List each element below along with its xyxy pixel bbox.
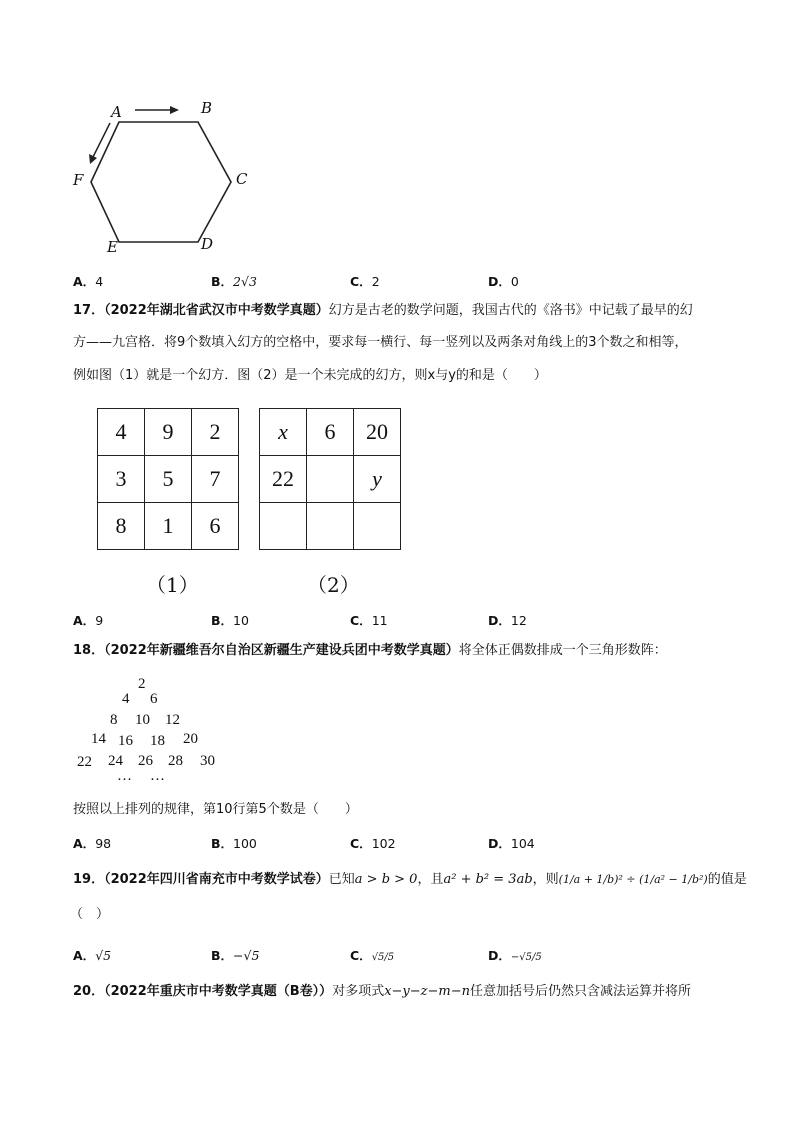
triangle-number: 20 xyxy=(183,731,198,747)
q18-option-b[interactable]: B．100 xyxy=(211,836,257,851)
q17-line1: 17．（2022年湖北省武汉市中考数学真题）幻方是古老的数学问题，我国古代的《洛书》中记载了最早的幻 xyxy=(73,303,693,318)
vertex-label-d: D xyxy=(201,235,214,253)
triangle-number: 30 xyxy=(200,753,215,769)
grid1-cell: 6 xyxy=(192,503,239,550)
grid2-cell: x xyxy=(260,409,307,456)
q16-option-c[interactable]: C．2 xyxy=(350,274,380,289)
triangle-number: 4 xyxy=(122,691,130,707)
q20-line1: 20．（2022年重庆市中考数学真题（B卷））对多项式x−y−z−m−n任意加括号后仍然只含减法运算并将所 xyxy=(73,984,692,999)
vertex-label-e: E xyxy=(107,238,118,256)
arrow-ab-head xyxy=(170,106,179,114)
q16-option-a[interactable]: A．4 xyxy=(73,274,104,289)
q17-option-b[interactable]: B．10 xyxy=(211,613,249,628)
q18-question: 按照以上排列的规律，第10行第5个数是（ ） xyxy=(73,802,358,817)
grid1-cell: 4 xyxy=(98,409,145,456)
grid1-cell: 9 xyxy=(145,409,192,456)
vertex-label-a: A xyxy=(111,103,122,121)
triangle-number: 22 xyxy=(77,754,92,770)
q18-line1: 18．（2022年新疆维吾尔自治区新疆生产建设兵团中考数学真题）将全体正偶数排成一个三角形数阵： xyxy=(73,643,667,658)
vertex-label-b: B xyxy=(201,99,213,117)
magic-square-1 xyxy=(97,408,239,550)
q19-option-b[interactable]: B．−√5 xyxy=(211,948,260,963)
grid2-cell: 20 xyxy=(354,409,401,456)
q18-option-a[interactable]: A．98 xyxy=(73,836,112,851)
triangle-number: 6 xyxy=(150,691,158,707)
q17-option-a[interactable]: A．9 xyxy=(73,613,104,628)
q19-option-c[interactable]: C．√5/5 xyxy=(350,948,395,963)
triangle-number: 18 xyxy=(150,733,165,749)
magic-square-2 xyxy=(259,408,401,550)
grid2-cell xyxy=(307,456,354,503)
q17-option-d[interactable]: D．12 xyxy=(488,613,527,628)
q19-paren: （ ） xyxy=(70,907,110,922)
grid2-cell xyxy=(354,503,401,550)
hexagon-figure xyxy=(60,95,260,260)
grid1-cell: 7 xyxy=(192,456,239,503)
grid2-cell: 6 xyxy=(307,409,354,456)
vertex-label-c: C xyxy=(236,170,248,188)
grid1-cell: 1 xyxy=(145,503,192,550)
grid1-cell: 2 xyxy=(192,409,239,456)
q16-option-d[interactable]: D．0 xyxy=(488,274,519,289)
grid2-cell xyxy=(260,503,307,550)
hexagon-shape xyxy=(91,122,231,242)
triangle-number: 14 xyxy=(91,731,106,747)
triangle-number: 2 xyxy=(138,676,146,692)
q19-option-d[interactable]: D．−√5/5 xyxy=(488,948,542,963)
q16-option-b[interactable]: B．2√3 xyxy=(211,274,257,289)
triangle-ellipsis: … xyxy=(117,768,132,784)
grid2-cell xyxy=(307,503,354,550)
q17-line3: 例如图（1）就是一个幻方．图（2）是一个未完成的幻方，则x与y的和是（ ） xyxy=(73,368,547,383)
grid1-cell: 3 xyxy=(98,456,145,503)
triangle-number: 26 xyxy=(138,753,153,769)
grid1-cell: 5 xyxy=(145,456,192,503)
q18-option-c[interactable]: C．102 xyxy=(350,836,396,851)
triangle-number: 10 xyxy=(135,712,150,728)
vertex-label-f: F xyxy=(73,171,84,189)
grid1-cell: 8 xyxy=(98,503,145,550)
caption-figure-2: （2） xyxy=(307,573,360,597)
triangle-number: 16 xyxy=(118,733,133,749)
q17-option-c[interactable]: C．11 xyxy=(350,613,388,628)
q19-expression: (1/a + 1/b)² ÷ (1/a² − 1/b²) xyxy=(558,873,708,886)
triangle-number: 12 xyxy=(165,712,180,728)
q19-option-a[interactable]: A．√5 xyxy=(73,948,112,963)
triangle-number: 24 xyxy=(108,753,123,769)
q18-option-d[interactable]: D．104 xyxy=(488,836,535,851)
triangle-number: 8 xyxy=(110,712,118,728)
q17-line2: 方——九宫格．将9个数填入幻方的空格中，要求每一横行、每一竖列以及两条对角线上的3个数之和相等， xyxy=(73,335,688,350)
triangle-ellipsis: … xyxy=(150,768,165,784)
arrow-af-line xyxy=(92,123,110,159)
grid2-cell: y xyxy=(354,456,401,503)
q19-line1: 19．（2022年四川省南充市中考数学试卷）已知a > b > 0，且a² + b² = 3ab，则(1/a + 1/b)² ÷ (1/a² − 1/b²)的值是 xyxy=(73,872,747,887)
grid2-cell: 22 xyxy=(260,456,307,503)
triangle-number: 28 xyxy=(168,753,183,769)
caption-figure-1: （1） xyxy=(146,573,199,597)
